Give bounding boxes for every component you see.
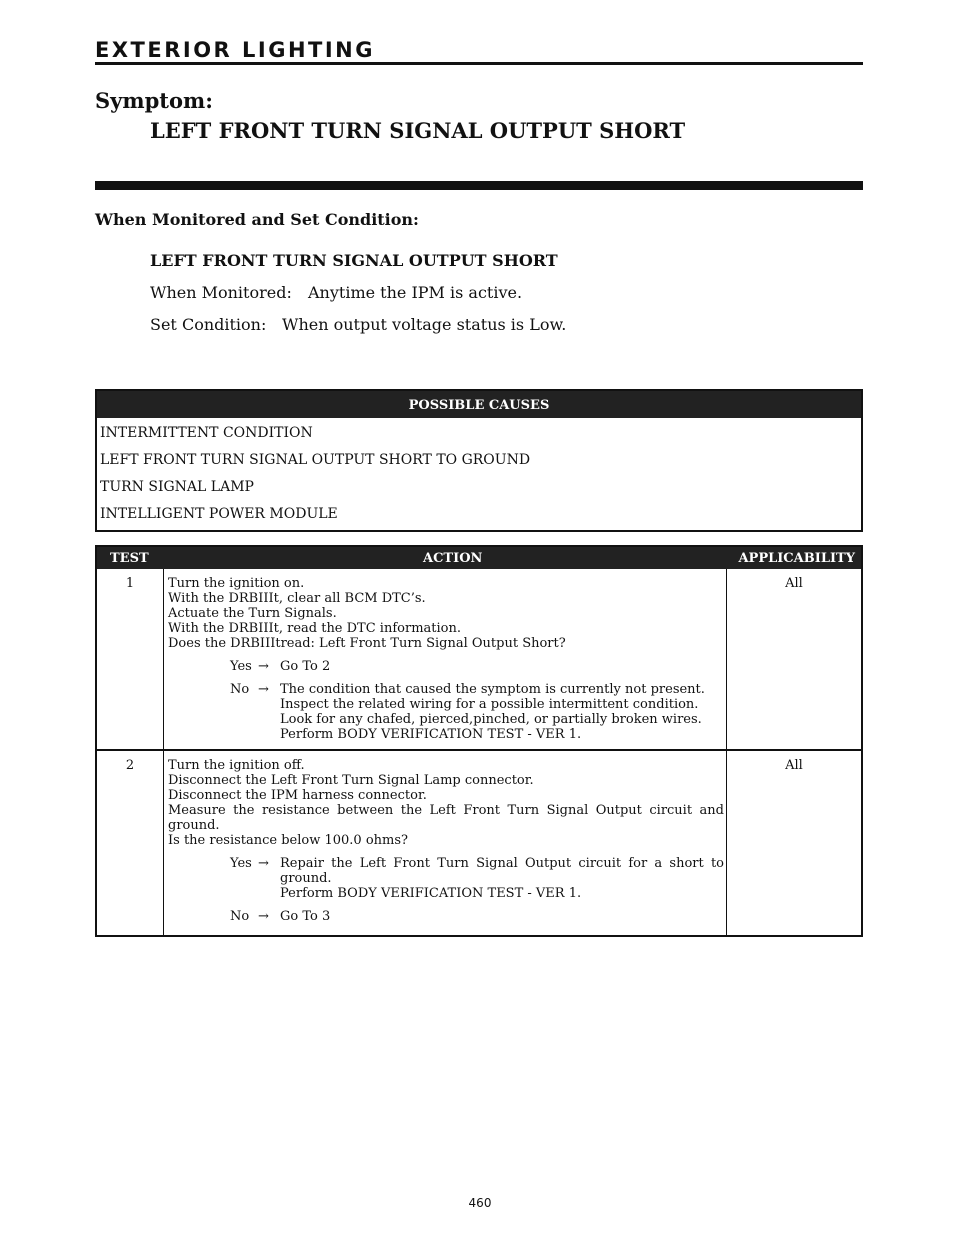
col-applicability-header: APPLICABILITY [738, 551, 855, 566]
possible-causes-heading: POSSIBLE CAUSES [97, 391, 861, 418]
no-branch [230, 909, 724, 924]
yes-result: Go To 2 [280, 659, 331, 674]
arrow-icon: → [258, 682, 269, 697]
test-number: 2 [97, 751, 164, 935]
action-step: Disconnect the Left Front Turn Signal Lamp connector. [168, 773, 534, 788]
monitored-label: When Monitored: [150, 283, 292, 302]
yes-branch [230, 659, 724, 674]
cause-item: TURN SIGNAL LAMP [100, 479, 254, 495]
action-step: Turn the ignition off. [168, 758, 305, 773]
section-divider [95, 181, 863, 190]
action-step: With the DRBIIIt, read the DTC information. [168, 621, 461, 636]
set-condition-label: Set Condition: [150, 315, 267, 334]
col-action-header: ACTION [423, 551, 483, 566]
no-result: Inspect the related wiring for a possible intermittent condition. [280, 697, 699, 712]
arrow-icon: → [258, 909, 269, 924]
no-label: No [230, 909, 250, 924]
no-result: Look for any chafed, pierced,pinched, or partially broken wires. [280, 712, 702, 727]
arrow-icon: → [258, 659, 269, 674]
section-title: EXTERIOR LIGHTING [95, 38, 375, 62]
no-label: No [230, 682, 250, 697]
test-row [97, 749, 861, 935]
cause-item: INTERMITTENT CONDITION [100, 425, 313, 441]
test-applicability: All [785, 576, 803, 591]
title-rule [95, 62, 863, 65]
test-row [97, 569, 861, 749]
test-action [164, 569, 727, 749]
action-step: Turn the ignition on. [168, 576, 305, 591]
test-table-header [97, 547, 861, 569]
action-step: Is the resistance below 100.0 ohms? [168, 833, 408, 848]
yes-branch [230, 856, 724, 901]
test-action [164, 751, 727, 935]
cause-item: LEFT FRONT TURN SIGNAL OUTPUT SHORT TO GROUND [100, 452, 531, 468]
yes-result: Repair the Left Front Turn Signal Output circuit for a short to ground. [280, 856, 724, 886]
condition-name: LEFT FRONT TURN SIGNAL OUTPUT SHORT [150, 251, 558, 270]
action-step: Actuate the Turn Signals. [168, 606, 337, 621]
col-test-header: TEST [110, 551, 149, 566]
test-number: 1 [97, 569, 164, 749]
action-step: Disconnect the IPM harness connector. [168, 788, 427, 803]
no-result: The condition that caused the symptom is currently not present. [280, 682, 705, 697]
action-step: Does the DRBIIItread: Left Front Turn Signal Output Short? [168, 636, 566, 651]
symptom-title: LEFT FRONT TURN SIGNAL OUTPUT SHORT [150, 118, 686, 143]
monitored-value: Anytime the IPM is active. [308, 283, 523, 302]
yes-label: Yes [230, 659, 252, 674]
cause-item: INTELLIGENT POWER MODULE [100, 506, 338, 522]
condition-heading: When Monitored and Set Condition: [95, 210, 419, 229]
yes-label: Yes [230, 856, 252, 871]
action-step: With the DRBIIIt, clear all BCM DTC’s. [168, 591, 426, 606]
arrow-icon: → [258, 856, 269, 871]
no-result: Perform BODY VERIFICATION TEST - VER 1. [280, 727, 582, 742]
test-applicability: All [785, 758, 803, 773]
monitored-line [150, 283, 522, 302]
page-number: 460 [468, 1196, 492, 1210]
symptom-label: Symptom: [95, 88, 213, 113]
set-condition-value: When output voltage status is Low. [282, 315, 567, 334]
yes-result: Perform BODY VERIFICATION TEST - VER 1. [280, 886, 582, 901]
action-step: Measure the resistance between the Left Front Turn Signal Output circuit and ground. [168, 803, 724, 833]
no-result: Go To 3 [280, 909, 331, 924]
set-condition-line [150, 315, 566, 334]
test-procedure-table [95, 545, 863, 937]
no-branch [230, 682, 724, 742]
possible-causes-table [95, 389, 863, 532]
